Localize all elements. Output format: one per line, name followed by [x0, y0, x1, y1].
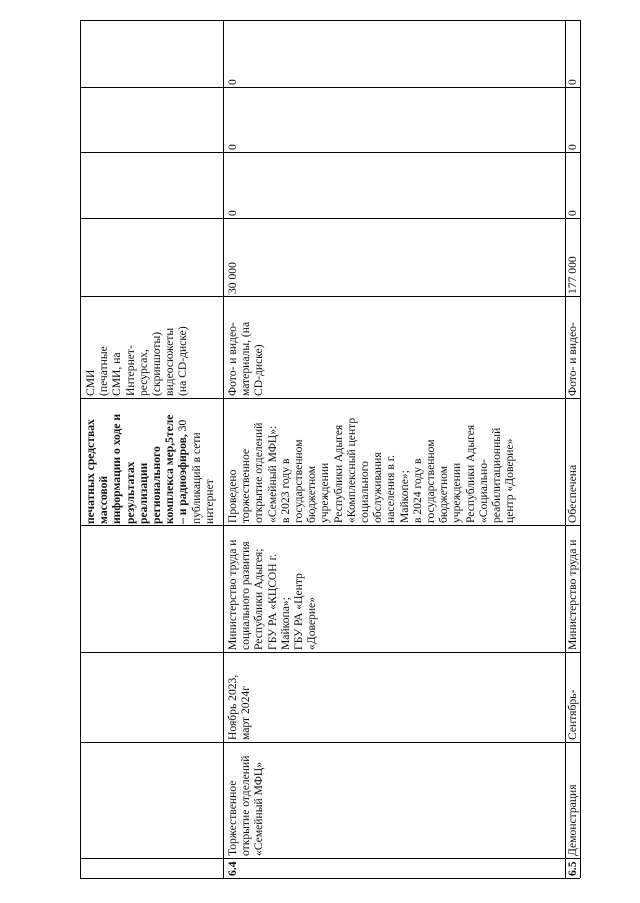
- row-6-5-document: Фото- и видео-: [566, 322, 579, 396]
- row-6-4-number: 6.4: [226, 861, 239, 876]
- row-6-4-value-3: 0: [226, 79, 239, 85]
- table-rule: [80, 87, 580, 88]
- row-6-4-period: Ноябрь 2023, март 2024г: [226, 674, 253, 740]
- table-rule: [80, 20, 580, 21]
- row-6-5-value-1: 0: [566, 210, 579, 216]
- row-6-4-executor: Министерство труда и социального развития Республики Адыгея; ГБУ РА «КЦСОН г. Майкопа»; ГБУ РА «Центр «Доверие»: [226, 539, 319, 650]
- table-rule: [80, 652, 580, 653]
- row-6-5-total: 177 000: [566, 256, 579, 294]
- table-rule: [80, 878, 580, 879]
- row-6-5-result: Обеспечена: [566, 464, 579, 523]
- row-6-4-value-1: 0: [226, 210, 239, 216]
- table-rule: [223, 20, 224, 878]
- row-6-5-value-2: 0: [566, 144, 579, 150]
- table-rule: [80, 20, 81, 878]
- table-rule: [80, 742, 580, 743]
- row-6-5-event: Демонстрация: [566, 784, 579, 856]
- row-6-4-event: Торжественное открытие отделений «Семейный МФЦ»: [226, 755, 266, 856]
- row-6-4-value-2: 0: [226, 144, 239, 150]
- row-6-5-number: 6.5: [566, 861, 579, 876]
- cont-document-cell: СМИ (печатные СМИ, на Интернет- ресурсах, (скриншоты) видеосюжеты (на CD-диске): [84, 326, 190, 396]
- table-rule: [80, 218, 580, 219]
- cont-result-cell: печатных средствах массовой информации о ходе и результатах реализации регионального комплекса мер,5теле – и радиоэфиров, 30 публикаций в сети интернет: [84, 413, 216, 524]
- row-6-5-value-3: 0: [566, 79, 579, 85]
- table-rule: [80, 858, 580, 859]
- row-6-4-total: 30 000: [226, 262, 239, 294]
- row-6-5-period: Сентябрь-: [566, 689, 579, 740]
- row-6-5-executor: Министерство труда и: [566, 539, 579, 650]
- table-rule: [80, 296, 580, 297]
- row-6-4-document: Фото- и видео- материалы, (на CD-диске): [226, 321, 266, 396]
- table-rule: [80, 152, 580, 153]
- table-rule: [580, 20, 581, 878]
- table-rule: [80, 525, 580, 526]
- row-6-4-result: Проведено торжественное открытие отделений «Семейный МФЦ»: в 2023 году в государственном бюджетном учреждении Республики Адыгея «Комплексный центр социального обслуживания населения в г. Майкопе»; в 2024 году в государственном бюджетном учреждении Республики Адыгея «Социально- реабилитационный центр «Доверие»: [226, 417, 517, 523]
